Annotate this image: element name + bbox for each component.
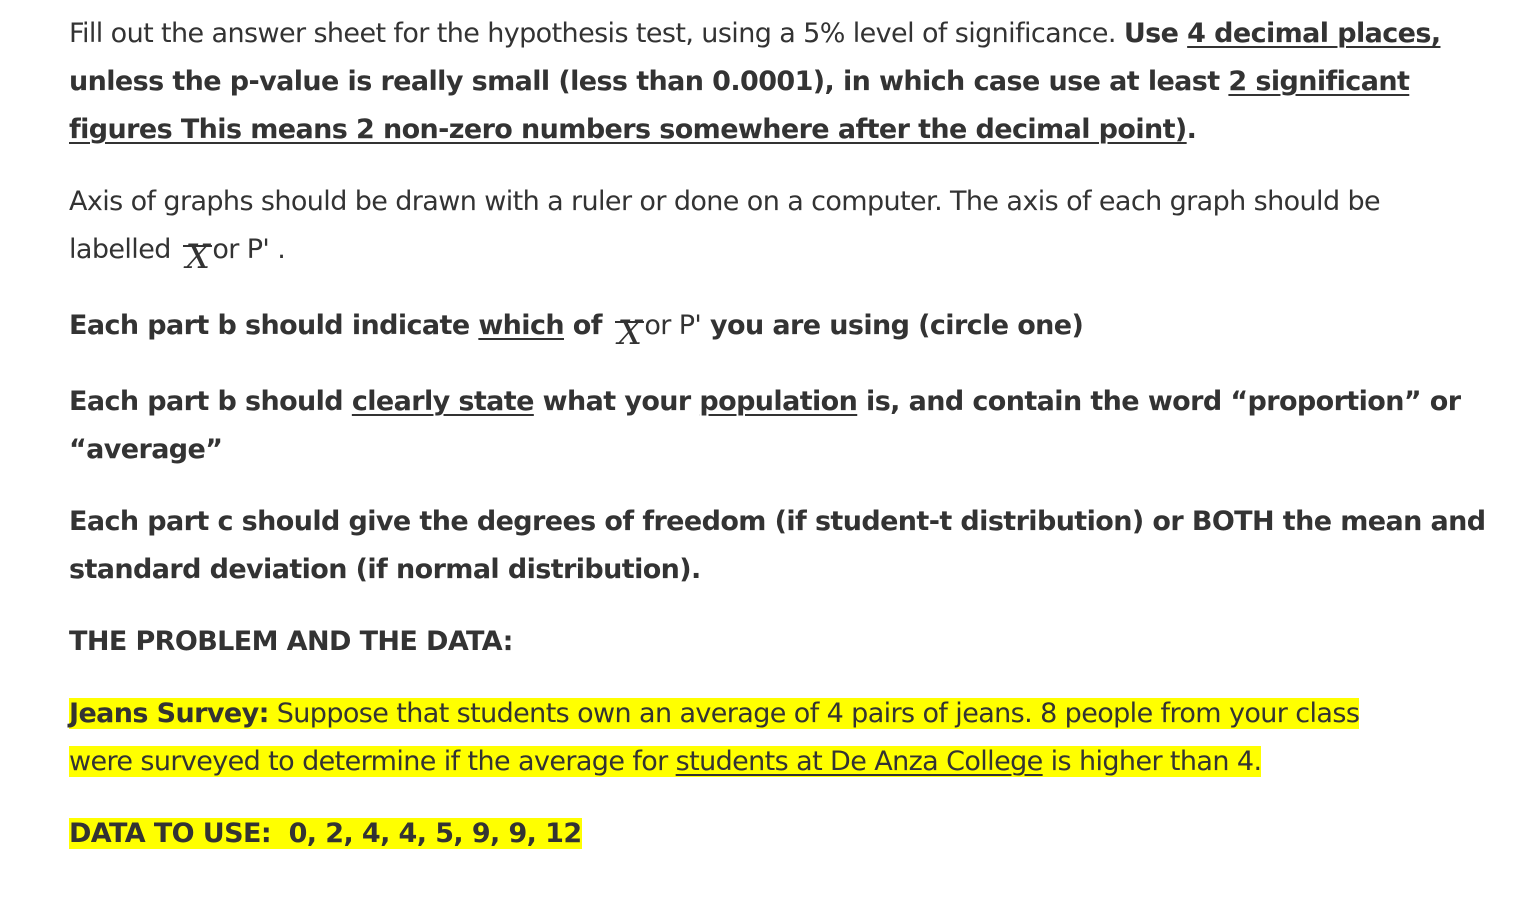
axis-or-p-text: or P' . <box>212 234 286 265</box>
instructions-paragraph-precision <box>69 10 1489 154</box>
problem-heading <box>69 618 1489 666</box>
or-p-text: or P' <box>644 310 702 341</box>
which-text: which <box>478 310 564 341</box>
circle-one-text: you are using (circle one) <box>701 310 1084 341</box>
population-text: population <box>699 386 858 417</box>
of-text: of <box>564 310 611 341</box>
period-text: . <box>1186 114 1197 145</box>
instructions-paragraph-part-b-population <box>69 378 1489 474</box>
significant-figures-text: 2 significant figures This means 2 non-zero numbers somewhere after the decimal point) <box>69 66 1410 145</box>
data-label: DATA TO USE: <box>69 818 272 849</box>
significance-text: Fill out the answer sheet for the hypothesis test, using a 5% level of significance. <box>69 18 1124 49</box>
data-values: 0, 2, 4, 4, 5, 9, 9, 12 <box>288 818 582 849</box>
x-bar-symbol: X <box>183 245 213 267</box>
survey-end-text: is higher than 4. <box>1042 746 1262 777</box>
data-highlight <box>69 818 582 849</box>
population-de-anza-text: students at De Anza College <box>675 746 1043 777</box>
decimal-places-text: 4 decimal places, <box>1187 18 1441 49</box>
problem-heading-text: THE PROBLEM AND THE DATA: <box>69 626 513 657</box>
part-c-text: Each part c should give the degrees of freedom (if student-t distribution) or BOTH the mean and standard deviation (if normal distribution). <box>69 506 1486 585</box>
survey-label: Jeans Survey: <box>69 698 269 729</box>
use-text: Use <box>1123 18 1188 49</box>
part-b-state-text: Each part b should <box>69 386 352 417</box>
instructions-paragraph-part-b-variable <box>69 302 1489 353</box>
x-bar-symbol: X <box>615 321 645 343</box>
what-your-text: what your <box>533 386 700 417</box>
clearly-state-text: clearly state <box>351 386 534 417</box>
jeans-survey-paragraph <box>69 690 1409 786</box>
axis-text: Axis of graphs should be drawn with a ruler or done on a computer. The axis of each graph should be labelled <box>69 186 1381 265</box>
instructions-paragraph-part-c <box>69 498 1489 594</box>
jeans-survey-highlight <box>69 698 1359 777</box>
part-b-indicate-text: Each part b should indicate <box>69 310 479 341</box>
p-value-text: unless the p-value is really small (less than 0.0001), in which case use at least <box>69 66 1229 97</box>
survey-text: Suppose that students own an average of 4 pairs of jeans. 8 people from your class were surveyed to determine if the average for <box>69 698 1360 777</box>
proportion-average-text: is, and contain the word “proportion” or “average” <box>69 386 1461 465</box>
data-paragraph <box>69 810 1489 858</box>
instructions-paragraph-axis <box>69 178 1489 277</box>
